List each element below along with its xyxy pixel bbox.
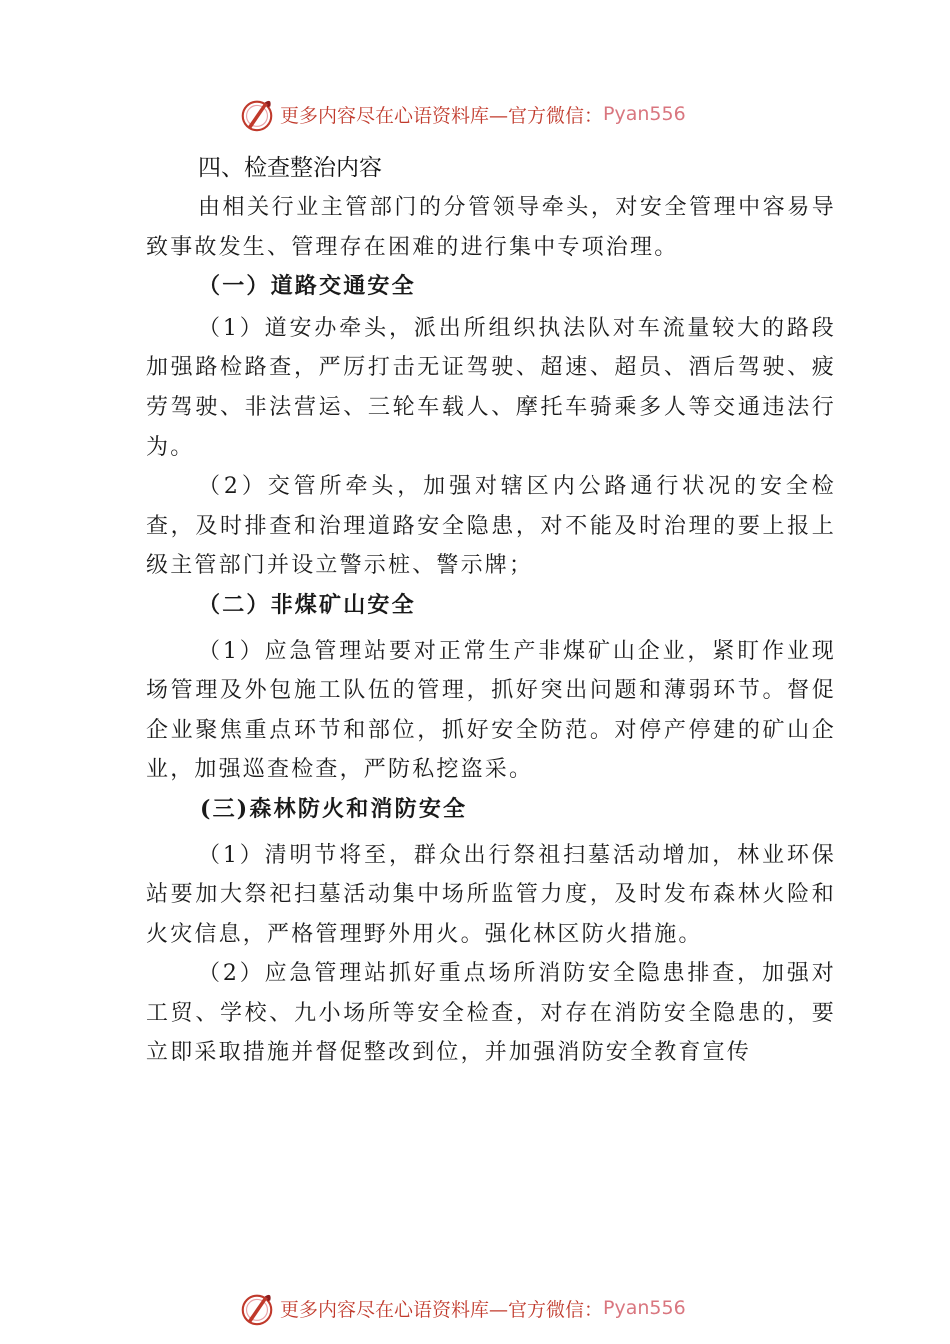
quill-logo-icon [238, 95, 276, 133]
road-item-1: （1）道安办牵头，派出所组织执法队对车流量较大的路段加强路检路查，严厉打击无证驾驶、超速、超员、酒后驾驶、疲劳驾驶、非法营运、三轮车载人、摩托车骑乘多人等交通违法行为。 [146, 315, 836, 460]
quill-logo-icon [238, 1289, 276, 1327]
subsection-title-road: （一）道路交通安全 [198, 273, 416, 300]
fire-item-1: （1）清明节将至，群众出行祭祖扫墓活动增加，林业环保站要加大祭祀扫墓活动集中场所监管力度，及时发布森林火险和火灾信息，严格管理野外用火。强化林区防火措施。 [146, 842, 836, 947]
intro-paragraph: 由相关行业主管部门的分管领导牵头，对安全管理中容易导致事故发生、管理存在困难的进行集中专项治理。 [146, 195, 836, 260]
road-item-2: （2）交管所牵头，加强对辖区内公路通行状况的安全检查，及时排查和治理道路安全隐患，对不能及时治理的要上报上级主管部门并设立警示桩、警示牌； [146, 474, 836, 579]
watermark-text: 更多内容尽在心语资料库—官方微信： [280, 1298, 604, 1321]
document-body [146, 148, 836, 1073]
mine-item-1: （1）应急管理站要对正常生产非煤矿山企业，紧盯作业现场管理及外包施工队伍的管理，抓好突出问题和薄弱环节。督促企业聚焦重点环节和部位，抓好安全防范。对停产停建的矿山企业，加强巡查检查，严防私挖盗采。 [146, 638, 836, 783]
watermark-contact: Pyan556 [603, 1297, 686, 1319]
fire-item-2: （2）应急管理站抓好重点场所消防安全隐患排查，加强对工贸、学校、九小场所等安全检查，对存在消防安全隐患的，要立即采取措施并督促整改到位，并加强消防安全教育宣传 [146, 961, 836, 1066]
footer-watermark [238, 1288, 738, 1328]
watermark-contact: Pyan556 [603, 103, 686, 125]
section-title: 四、检查整治内容 [198, 155, 382, 181]
header-watermark [238, 94, 738, 134]
watermark-text: 更多内容尽在心语资料库—官方微信： [280, 104, 604, 127]
subsection-title-mine: （二）非煤矿山安全 [198, 591, 416, 618]
subsection-title-fire: (三)森林防火和消防安全 [200, 795, 468, 822]
